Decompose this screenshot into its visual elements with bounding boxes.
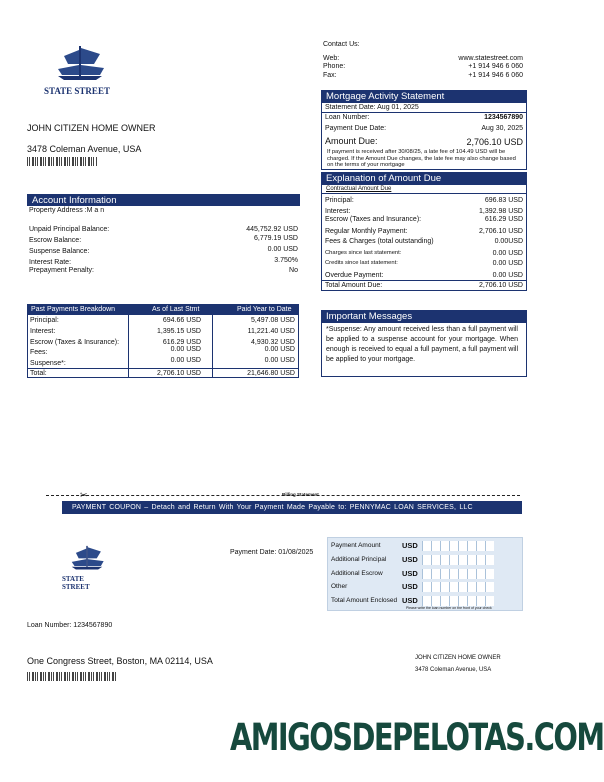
account-row bbox=[29, 237, 298, 244]
past-payments-body bbox=[28, 317, 298, 369]
payment-amount-input[interactable] bbox=[422, 541, 494, 551]
col-header-breakdown: Past Payments Breakdown bbox=[31, 306, 116, 313]
exp-fees-label: Fees & Charges (total outstanding) bbox=[325, 238, 434, 245]
account-row-value: No bbox=[289, 267, 298, 274]
exp-fees-row bbox=[325, 238, 523, 245]
exp-regular-value: 2,706.10 USD bbox=[479, 228, 523, 235]
pp-row-last: 0.00 USD bbox=[170, 357, 201, 364]
coupon-field-currency: USD bbox=[402, 555, 418, 564]
pp-row-label: Fees: bbox=[30, 349, 48, 356]
messages-title: Important Messages bbox=[322, 311, 526, 323]
account-row bbox=[29, 267, 298, 274]
scissors-icon: ✂ bbox=[80, 490, 88, 500]
contact-title: Contact Us: bbox=[323, 41, 360, 48]
explanation-box bbox=[321, 172, 527, 291]
phone-value: +1 914 946 6 060 bbox=[468, 63, 523, 70]
fax-label: Fax: bbox=[323, 72, 337, 79]
contact-block bbox=[323, 55, 523, 85]
account-row bbox=[29, 226, 298, 233]
pp-row-label: Escrow (Taxes & Insurance): bbox=[30, 339, 120, 346]
messages-box bbox=[321, 310, 527, 377]
coupon-banner: PAYMENT COUPON – Detach and Return With Your Payment Made Payable to: PENNYMAC LOAN SERVICES, LLC bbox=[62, 501, 522, 514]
pp-row-label: Suspense*: bbox=[30, 360, 66, 367]
exp-fees-value: 0.00USD bbox=[494, 238, 523, 245]
account-row-label: Escrow Balance: bbox=[29, 237, 82, 244]
pp-row-ytd: 5,497.08 USD bbox=[251, 317, 295, 324]
pp-total-ytd: 21,646.80 USD bbox=[247, 370, 295, 377]
pp-total-last: 2,706.10 USD bbox=[157, 370, 201, 377]
remit-barcode bbox=[27, 672, 117, 681]
coupon-fields-box bbox=[327, 537, 523, 611]
additional-principal-input[interactable] bbox=[422, 555, 494, 565]
exp-charges-label: Charges since last statement: bbox=[325, 250, 402, 256]
due-date-value: Aug 30, 2025 bbox=[481, 125, 523, 132]
cut-label: Billing Statement bbox=[282, 492, 319, 497]
explanation-title: Explanation of Amount Due bbox=[322, 173, 526, 185]
pp-total-label: Total: bbox=[30, 370, 47, 377]
statement-title: Mortgage Activity Statement bbox=[322, 91, 526, 103]
coupon-field-currency: USD bbox=[402, 569, 418, 578]
coupon-logo bbox=[62, 544, 112, 591]
pp-row-ytd: 4,930.32 USD bbox=[251, 339, 295, 346]
statement-box bbox=[321, 90, 527, 170]
exp-interest-label: Interest: bbox=[325, 208, 351, 215]
col-header-last-stmt: As of Last Stmt bbox=[152, 306, 200, 313]
address-barcode bbox=[27, 157, 97, 166]
amount-due-value: 2,706.10 USD bbox=[466, 137, 523, 147]
payer-name: JOHN CITIZEN HOME OWNER bbox=[415, 655, 501, 661]
account-row-value: 445,752.92 USD bbox=[246, 226, 298, 233]
coupon-loan-number: Loan Number: 1234567890 bbox=[27, 622, 113, 629]
pp-row-last: 1,395.15 USD bbox=[157, 328, 201, 335]
phone-label: Phone: bbox=[323, 63, 346, 70]
exp-principal-value: 696.83 USD bbox=[484, 197, 523, 204]
account-row-label: Suspense Balance: bbox=[29, 248, 90, 255]
payer-address: 3478 Coleman Avenue, USA bbox=[415, 667, 492, 673]
exp-credits-label: Credits since last statement: bbox=[325, 260, 398, 266]
exp-credits-value: 0.00 USD bbox=[492, 260, 523, 267]
recipient-name: JOHN CITIZEN HOME OWNER bbox=[27, 123, 156, 133]
col-header-ytd: Paid Year to Date bbox=[237, 306, 292, 313]
exp-overdue-label: Overdue Payment: bbox=[325, 272, 384, 279]
loan-number-row bbox=[325, 114, 523, 121]
account-row bbox=[29, 248, 298, 255]
web-value[interactable]: www.statestreet.com bbox=[458, 55, 523, 62]
ship-icon bbox=[62, 544, 112, 570]
amount-due-row bbox=[325, 136, 523, 146]
recipient-address: 3478 Coleman Avenue, USA bbox=[27, 144, 142, 154]
exp-principal-row bbox=[325, 197, 523, 204]
account-row bbox=[29, 259, 298, 266]
exp-regular-row bbox=[325, 228, 523, 235]
pp-row-ytd: 0.00 USD bbox=[264, 357, 295, 364]
pp-row-last: 694.66 USD bbox=[162, 317, 201, 324]
remit-address: One Congress Street, Boston, MA 02114, USA bbox=[27, 656, 213, 666]
account-row-value: 3.750% bbox=[274, 257, 298, 264]
pp-row-label: Interest: bbox=[30, 328, 56, 335]
account-row-value: 6,779.19 USD bbox=[254, 235, 298, 242]
fax-value: +1 914 946 6 060 bbox=[468, 72, 523, 79]
exp-overdue-row bbox=[325, 272, 523, 279]
exp-principal-label: Principal: bbox=[325, 197, 354, 204]
pp-row-last: 616.29 USD bbox=[162, 339, 201, 346]
web-label: Web: bbox=[323, 55, 340, 62]
other-input[interactable] bbox=[422, 582, 494, 592]
messages-body: *Suspense: Any amount received less than a full payment will be applied to a suspense account for your mortgage. When enough is received to equal a full payment, a full payment will be applied to your mortgage. bbox=[326, 326, 518, 363]
statement-date: Statement Date: Aug 01, 2025 bbox=[325, 104, 419, 111]
account-row-label: Prepayment Penalty: bbox=[29, 267, 94, 274]
exp-interest-value: 1,392.98 USD bbox=[479, 208, 523, 215]
watermark-text: AMIGOSDEPELOTAS.COM bbox=[230, 716, 604, 759]
exp-total-row bbox=[325, 282, 523, 289]
exp-interest-row bbox=[325, 208, 523, 215]
coupon-field-label: Additional Escrow bbox=[331, 570, 383, 577]
pp-row-last: 0.00 USD bbox=[170, 346, 201, 353]
exp-total-value: 2,706.10 USD bbox=[479, 282, 523, 289]
exp-regular-label: Regular Monthly Payment: bbox=[325, 228, 408, 235]
coupon-logo-text: STATE STREET bbox=[62, 575, 90, 591]
coupon-field-label: Total Amount Enclosed bbox=[331, 597, 398, 604]
exp-charges-value: 0.00 USD bbox=[492, 250, 523, 257]
coupon-field-currency: USD bbox=[402, 596, 418, 605]
coupon-field-currency: USD bbox=[402, 541, 418, 550]
logo-text: STATE STREET bbox=[44, 86, 110, 96]
state-street-logo bbox=[44, 44, 116, 94]
past-payments-header bbox=[28, 305, 298, 315]
due-date-row bbox=[325, 125, 523, 132]
account-box bbox=[27, 194, 300, 278]
exp-total-label: Total Amount Due: bbox=[325, 282, 383, 289]
additional-escrow-input[interactable] bbox=[422, 569, 494, 579]
loan-number-label: Loan Number: bbox=[325, 114, 370, 121]
past-payments-table bbox=[27, 304, 299, 378]
account-row-value: 0.00 USD bbox=[267, 246, 298, 253]
coupon-field-label: Other bbox=[331, 583, 348, 590]
ship-icon bbox=[44, 44, 116, 80]
property-address: Property Address :M a n bbox=[29, 207, 105, 214]
amount-due-label: Amount Due: bbox=[325, 136, 378, 146]
pp-row-ytd: 0.00 USD bbox=[264, 346, 295, 353]
exp-credits-row bbox=[325, 260, 523, 266]
exp-escrow-value: 616.29 USD bbox=[484, 216, 523, 223]
coupon-field-currency: USD bbox=[402, 582, 418, 591]
exp-escrow-label: Escrow (Taxes and Insurance): bbox=[325, 216, 422, 223]
account-row-label: Interest Rate: bbox=[29, 259, 72, 266]
exp-charges-row bbox=[325, 250, 523, 256]
late-fee-note: If payment is received after 30/08/25, a late fee of 104.49 USD will be charged. If the Amount Due changes, the late fee may also change based on the terms of your mortgage bbox=[327, 149, 516, 169]
coupon-field-label: Payment Amount bbox=[331, 542, 381, 549]
explanation-subtitle: Contractual Amount Due bbox=[326, 186, 392, 192]
account-title: Account Information bbox=[27, 194, 300, 206]
account-row-label: Unpaid Principal Balance: bbox=[29, 226, 110, 233]
coupon-field-label: Additional Principal bbox=[331, 556, 387, 563]
exp-overdue-value: 0.00 USD bbox=[492, 272, 523, 279]
total-enclosed-input[interactable] bbox=[422, 596, 494, 606]
due-date-label: Payment Due Date: bbox=[325, 125, 387, 132]
coupon-note: Please write the loan number on the front of your check bbox=[406, 606, 492, 610]
coupon-payment-date: Payment Date: 01/08/2025 bbox=[230, 549, 314, 556]
loan-number-value: 1234567890 bbox=[484, 114, 523, 121]
pp-row-ytd: 11,221.40 USD bbox=[247, 328, 295, 335]
exp-escrow-row bbox=[325, 216, 523, 223]
pp-row-label: Principal: bbox=[30, 317, 59, 324]
